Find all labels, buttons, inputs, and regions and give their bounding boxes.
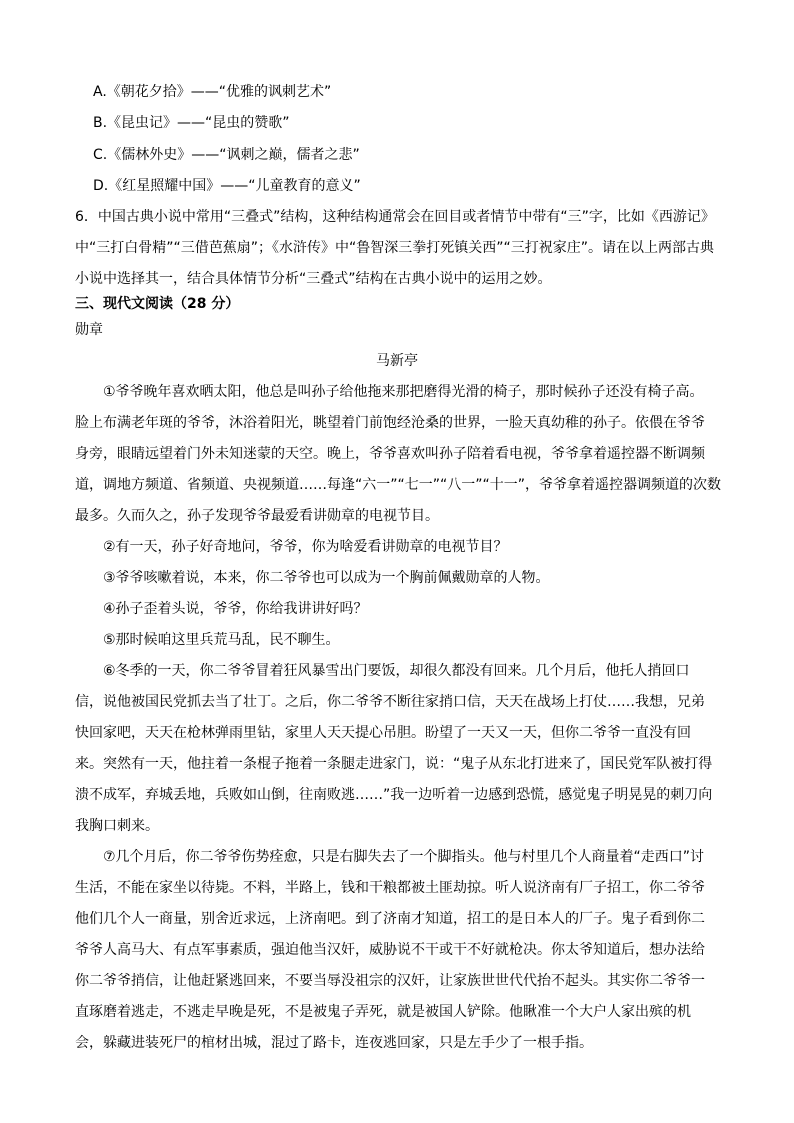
option-a: A.《朝花夕拾》——“优雅的讽刺艺术” [93,84,332,100]
paragraph-line: 溃不成军，弃城丢地，兵败如山倒，往南败逃……”我一边听着一边感到恐慌，感觉鬼子明晃晃的刺刀向 [75,787,713,803]
paragraph-line: ⑤那时候咱这里兵荒马乱，民不聊生。 [103,632,340,648]
question-6-line-2: 中“三打白骨精”“三借芭蕉扇”；《水浒传》中“鲁智深三拳打死镇关西”“三打祝家庄”。请在以上两部古典 [75,240,715,256]
paragraph-line: 你二爷爷捎信，让他赶紧逃回来，不要当辱没祖宗的汉奸，让家族世世代代抬不起头。其实你二爷爷一 [75,973,705,989]
paragraph-line: 信，说他被国民党抓去当了壮丁。之后，你二爷爷不断往家捎口信，天天在战场上打仗……我想，兄弟 [75,694,705,710]
story-title: 勋章 [75,322,103,338]
paragraph-line: 道，调地方频道、省频道、央视频道……每逢“六一”“七一”“八一”“十一”，爷爷拿着遥控器调频道的次数 [75,477,722,493]
option-d: D.《红星照耀中国》——“儿童教育的意义” [93,178,361,194]
paragraph-line: 会，躲藏进装死尸的棺材出城，混过了路卡，连夜逃回家，只是左手少了一根手指。 [75,1035,593,1051]
paragraph-line: ①爷爷晚年喜欢晒太阳，他总是叫孙子给他拖来那把磨得光滑的椅子，那时候孙子还没有椅子高。 [103,384,704,400]
paragraph-line: 直琢磨着逃走，不逃走早晚是死，不是被鬼子弄死，就是被国人铲除。他瞅准一个大户人家出殡的机 [75,1004,691,1020]
question-6-line-3: 小说中选择其一，结合具体情节分析“三叠式”结构在古典小说中的运用之妙。 [75,271,552,287]
paragraph-line: ③爷爷咳嗽着说，本来，你二爷爷也可以成为一个胸前佩戴勋章的人物。 [103,570,550,586]
paragraph-line: ⑥冬季的一天，你二爷爷冒着狂风暴雪出门要饭，却很久都没有回来。几个月后，他托人捎回口 [103,663,690,679]
option-b: B.《昆虫记》——“昆虫的赞歌” [93,115,290,131]
paragraph-line: 他们几个人一商量，别舍近求远，上济南吧。到了济南才知道，招工的是日本人的厂子。鬼子看到你二 [75,911,705,927]
paragraph-line: 最多。久而久之，孙子发现爷爷最爱看讲勋章的电视节目。 [75,508,439,524]
option-c: C.《儒林外史》——“讽刺之巅，儒者之悲” [93,147,360,163]
paragraph-line: ②有一天，孙子好奇地问，爷爷，你为啥爱看讲勋章的电视节目？ [103,539,508,555]
section-heading: 三、现代文阅读（28 分） [75,296,240,312]
paragraph-line: 生活，不能在家坐以待毙。不料，半路上，钱和干粮都被土匪劫掠。听人说济南有厂子招工，你二爷爷 [75,880,705,896]
paragraph-line: 爷爷人高马大、有点军事素质，强迫他当汉奸，威胁说不干或干不好就枪决。你太爷知道后，想办法给 [75,942,705,958]
paragraph-line: 快回家吧，天天在枪林弹雨里钻，家里人天天提心吊胆。盼望了一天又一天，但你二爷爷一直没有回 [75,725,691,741]
paragraph-line: ⑦几个月后，你二爷爷伤势痊愈，只是右脚失去了一个脚指头。他与村里几个人商量着“走西口”讨 [103,849,705,865]
paragraph-line: ④孙子歪着头说，爷爷，你给我讲讲好吗？ [103,601,368,617]
paragraph-line: 我胸口刺来。 [75,818,159,834]
paragraph-line: 来。突然有一天，他拄着一条棍子拖着一条腿走进家门，说：“鬼子从东北打进来了，国民党军队被打得 [75,756,713,772]
paragraph-line: 脸上布满老年斑的爷爷，沐浴着阳光，眺望着门前饱经沧桑的世界，一脸天真幼稚的孙子。依偎在爷爷 [75,415,705,431]
question-6-line-1: 6．中国古典小说中常用“三叠式”结构，这种结构通常会在回目或者情节中带有“三”字，比如《西游记》 [75,209,715,225]
paragraph-line: 身旁，眼睛远望着门外未知迷蒙的天空。晚上，爷爷喜欢叫孙子陪着看电视，爷爷拿着遥控器不断调频 [75,446,705,462]
author-name: 马新亭 [376,353,418,369]
